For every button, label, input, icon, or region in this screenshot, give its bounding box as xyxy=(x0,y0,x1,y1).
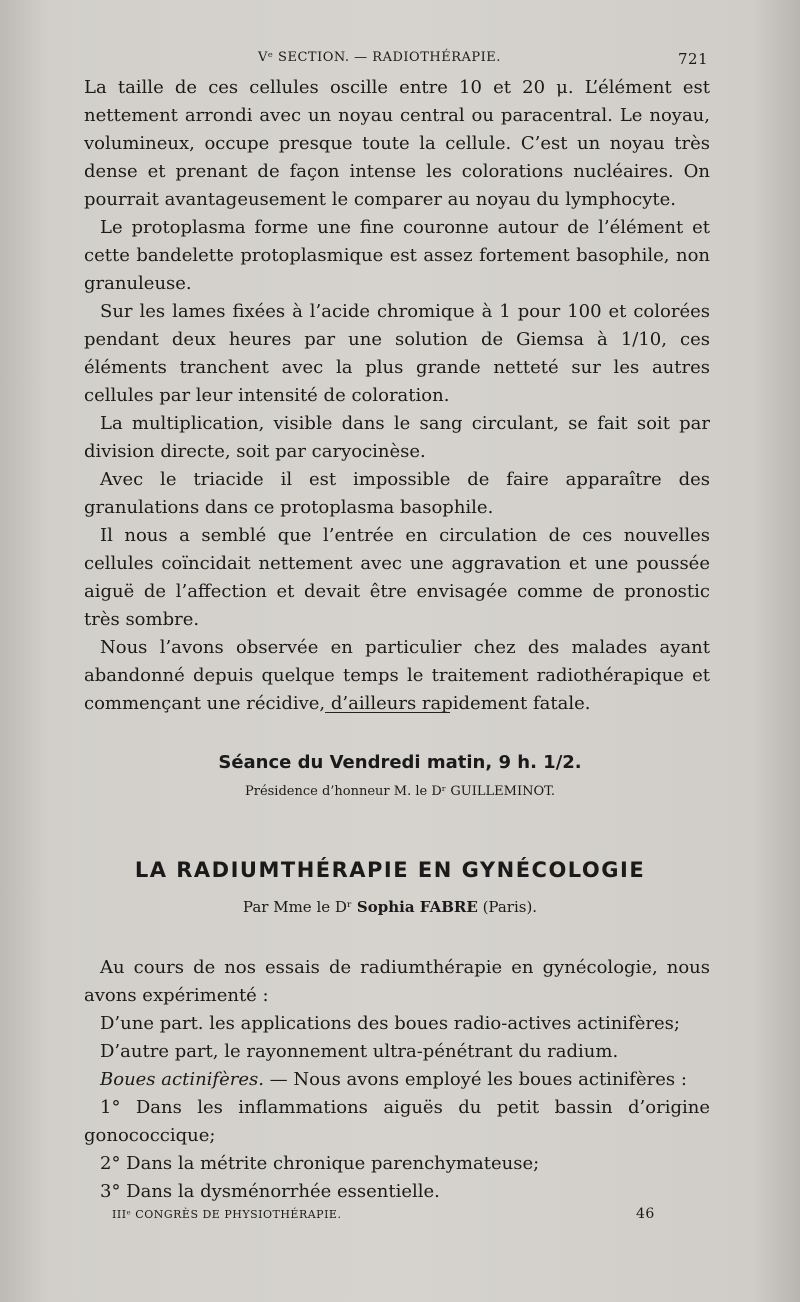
section-divider xyxy=(325,712,450,713)
list-item: 2° Dans la métrite chronique parenchymateuse; xyxy=(100,1153,540,1174)
paragraph: La taille de ces cellules oscille entre 10 et 20 μ. L’élément est nettement arrondi avec un noyau central ou paracentral. Le noyau, volumineux, occupe presque toute la cellule. C’est un noyau très dense et prenant de façon intense les colorations nucléaires. On pourrait avantageusement le comparer au noyau du lymphocyte. xyxy=(84,77,710,210)
footer-signature: 46 xyxy=(636,1206,655,1222)
running-header xyxy=(0,50,800,72)
section-body xyxy=(84,74,710,718)
list-item: 3° Dans la dysménorrhée essentielle. xyxy=(100,1181,440,1202)
page-number: 721 xyxy=(678,50,709,68)
list-item: 1° Dans les inflammations aiguës du petit bassin d’origine gonococcique; xyxy=(84,1097,710,1146)
footer-congress: IIIᵉ CONGRÈS DE PHYSIOTHÉRAPIE. xyxy=(112,1208,342,1221)
paragraph: D’autre part, le rayonnement ultra-pénétrant du radium. xyxy=(100,1041,619,1062)
paragraph xyxy=(84,1066,710,1094)
boues-text: — Nous avons employé les boues actinifères : xyxy=(263,1069,687,1090)
article-title: LA RADIUMTHÉRAPIE EN GYNÉCOLOGIE xyxy=(134,858,646,882)
paragraph: Le protoplasma forme une fine couronne autour de l’élément et cette bandelette protoplasmique est assez fortement basophile, non granuleuse. xyxy=(84,217,710,294)
author-name: Sophia FABRE xyxy=(356,898,478,916)
paragraph: La multiplication, visible dans le sang circulant, se fait soit par division directe, soit par caryocinèse. xyxy=(84,413,710,462)
session-presidency: Présidence d’honneur M. le Dʳ GUILLEMINOT. xyxy=(244,784,556,799)
paragraph: Au cours de nos essais de radiumthérapie en gynécologie, nous avons expérimenté : xyxy=(84,957,710,1006)
byline-suffix: (Paris). xyxy=(482,898,538,916)
paragraph: Sur les lames fixées à l’acide chromique à 1 pour 100 et colorées pendant deux heures par une solution de Giemsa à 1/10, ces éléments tranchent avec la plus grande netteté sur les autres cellules par leur intensité de coloration. xyxy=(84,301,710,406)
article-byline xyxy=(0,898,780,916)
paragraph: D’une part. les applications des boues radio-actives actinifères; xyxy=(100,1013,680,1034)
article-body xyxy=(84,954,710,1206)
page-footer xyxy=(0,1208,800,1228)
byline-prefix: Par Mme le Dʳ xyxy=(242,898,353,916)
session-title: Séance du Vendredi matin, 9 h. 1/2. xyxy=(218,752,582,773)
running-title: Vᵉ SECTION. — RADIOTHÉRAPIE. xyxy=(258,50,501,65)
paragraph: Il nous a semblé que l’entrée en circulation de ces nouvelles cellules coïncidait nettement avec une aggravation et une poussée aiguë de l’affection et devait être envisagée comme de pronostic très sombre. xyxy=(84,525,710,630)
subheading-boues: Boues actinifères. xyxy=(100,1069,264,1090)
paragraph: Nous l’avons observée en particulier chez des malades ayant abandonné depuis quelque temps le traitement radiothérapique et commençant une récidive, d’ailleurs rapidement fatale. xyxy=(84,637,710,714)
paragraph: Avec le triacide il est impossible de faire apparaître des granulations dans ce protoplasma basophile. xyxy=(84,469,710,518)
